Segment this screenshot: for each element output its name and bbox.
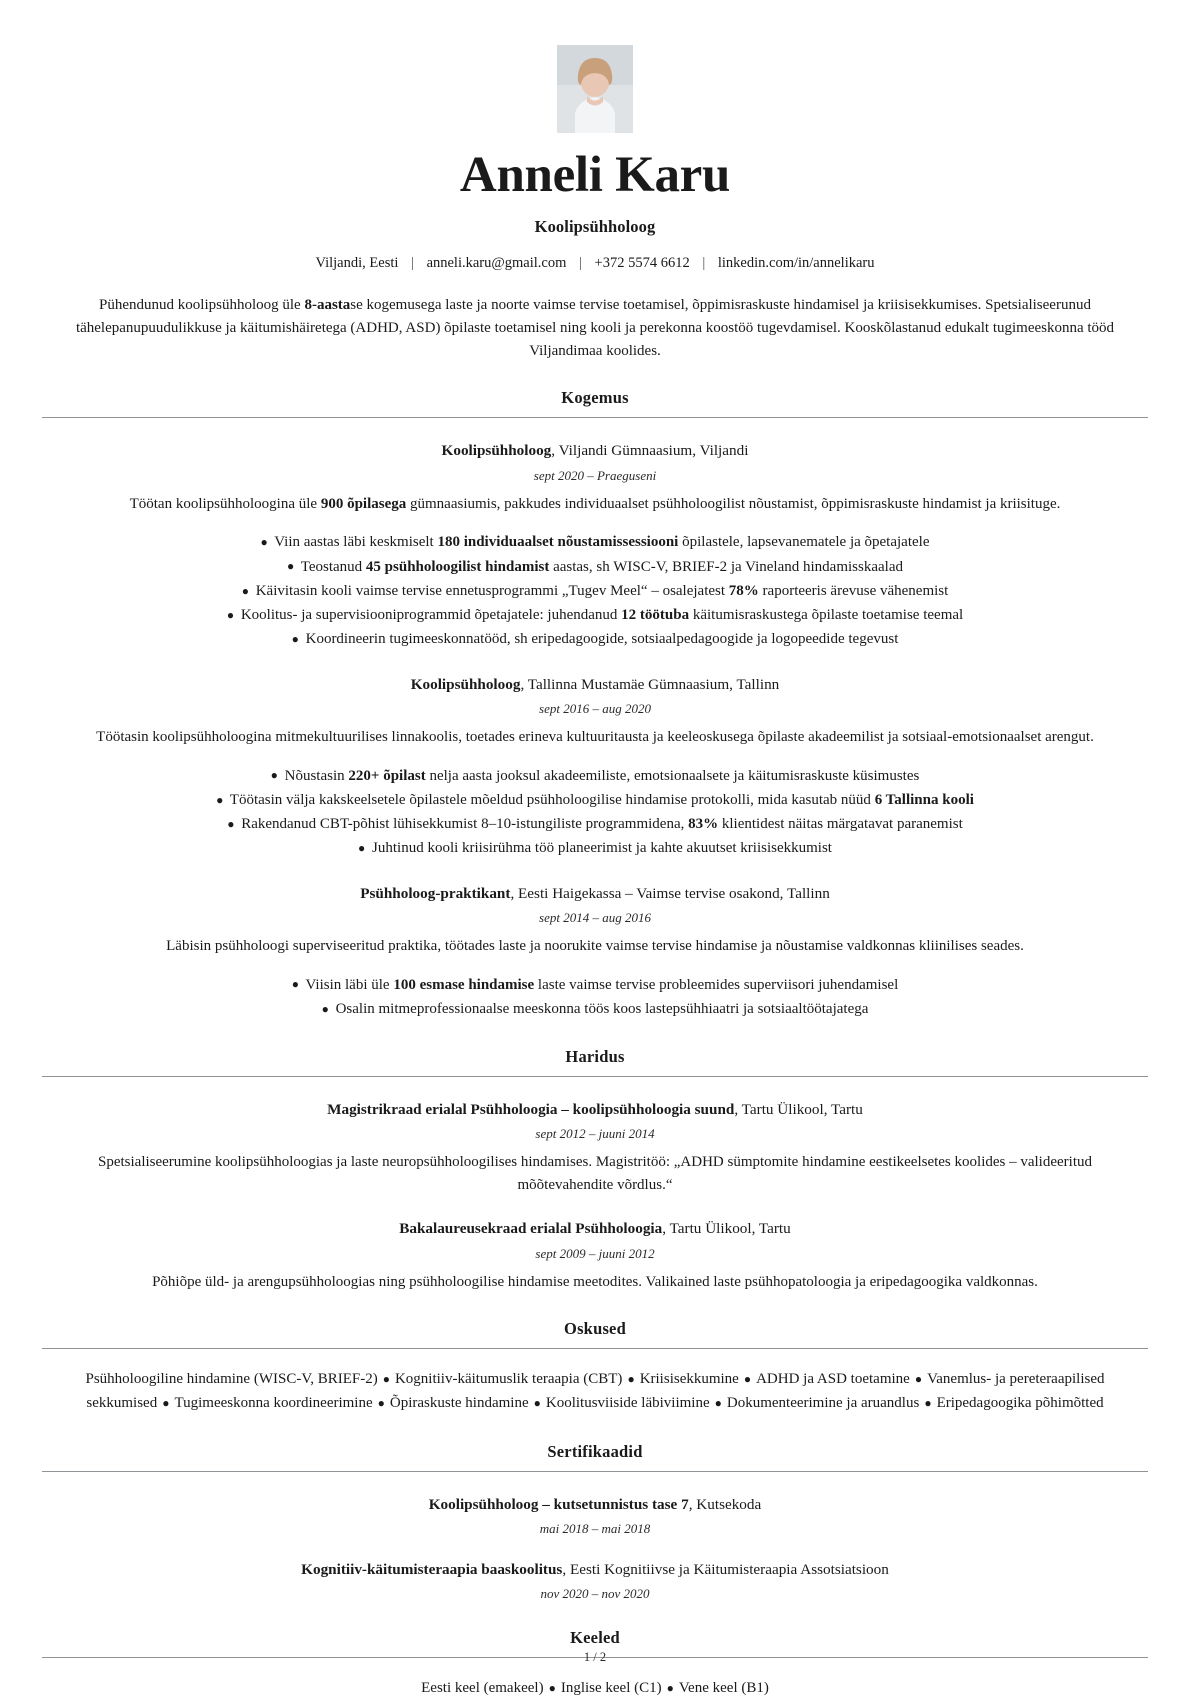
- list-item: ● Koordineerin tugimeeskonnatööd, sh eripedagoogide, sotsiaalpedagoogide ja logopeedide tegevust: [291, 631, 899, 648]
- entry: [42, 674, 1148, 861]
- contact-separator: |: [578, 255, 582, 272]
- list-item: ● Osalin mitmeprofessionaalse meeskonna töös koos lastepsühhiaatri ja sotsiaaltöötajatega: [321, 1000, 869, 1017]
- list-item: Õpiraskuste hindamine: [389, 1395, 529, 1412]
- skills-list: [60, 1367, 1130, 1416]
- list-item: Vene keel (B1): [678, 1680, 769, 1697]
- list-item: ● Rakendanud CBT-põhist lühisekkumist 8–10-istungiliste programmidena, 83% klientidest näitas märgatavat paranemist: [227, 816, 963, 833]
- entry-organization: , Eesti Haigekassa – Vaimse tervise osakond, Tallinn: [510, 884, 830, 902]
- list-item: Vanemlus- ja pereteraapilised sekkumised: [86, 1371, 1105, 1412]
- entry-description: Spetsialiseerumine koolipsühholoogias ja laste neuropsühholoogilises hindamises. Magistritöö: „ADHD sümptomite hindamine eestikeelsetes koolides – valideeritud mõõtevahendite võrdlus.“: [97, 1154, 1092, 1193]
- entry-dates: sept 2020 – Praeguseni: [533, 467, 657, 483]
- bullet-separator: ●: [714, 1396, 722, 1411]
- entry-bullets: [60, 973, 1130, 1022]
- bullet-icon: ●: [270, 768, 278, 783]
- entry-heading: [42, 883, 1148, 904]
- entry-description: Töötasin koolipsühholoogina mitmekultuurilises linnakoolis, toetades erineva kultuuritausta ja keeleoskusega õpilaste akadeemilist ja sotsiaal-emotsionaalset arengut.: [96, 729, 1094, 746]
- list-item: ● Töötasin välja kakskeelsetele õpilastele mõeldud psühholoogilise hindamise protokolli, mida kasutab nüüd 6 Tallinna kooli: [216, 791, 974, 808]
- section-divider: [42, 1076, 1148, 1077]
- section-certificates: [42, 1442, 1148, 1603]
- section-title-certificates: Sertifikaadid: [547, 1441, 643, 1461]
- bullet-icon: ●: [260, 535, 268, 550]
- entry-dates: sept 2012 – juuni 2014: [535, 1126, 655, 1142]
- bullet-separator: ●: [382, 1372, 390, 1386]
- section-divider: [42, 1348, 1148, 1349]
- list-item: ● Juhtinud kooli kriisirühma töö planeerimist ja kahte akuutset kriisisekkumist: [358, 840, 832, 857]
- bullet-icon: ●: [226, 608, 235, 622]
- bullet-icon: ●: [291, 632, 299, 647]
- entry-role: Koolipsühholoog: [441, 442, 552, 460]
- entry-organization: , Tallinna Mustamäe Gümnaasium, Tallinn: [520, 675, 780, 693]
- list-item: Dokumenteerimine ja aruandlus: [726, 1395, 920, 1412]
- entry-organization: , Tartu Ülikool, Tartu: [662, 1220, 791, 1238]
- list-item: ● Nõustasin 220+ õpilast nelja aasta jooksul akadeemiliste, emotsionaalsete ja käitumisraskuste küsimustes: [270, 767, 920, 784]
- entry: [42, 1559, 1148, 1602]
- contact-email[interactable]: anneli.karu@gmail.com: [426, 255, 567, 272]
- entry-role: Kognitiiv-käitumisteraapia baaskoolitus: [301, 1561, 563, 1579]
- entry: [42, 1218, 1148, 1293]
- section-experience: [42, 388, 1148, 1021]
- page-title: Anneli Karu: [459, 147, 731, 203]
- entry-organization: , Kutsekoda: [688, 1495, 762, 1513]
- section-skills: [42, 1319, 1148, 1416]
- entry-organization: , Tartu Ülikool, Tartu: [734, 1101, 863, 1119]
- entry-description: Põhiõpe üld- ja arengupsühholoogias ning psühholoogilise hindamise meetodites. Valikained laste psühhopatoloogia ja eripedagoogika valdkonnas.: [152, 1273, 1038, 1290]
- list-item: ● Viin aastas läbi keskmiselt 180 individuaalset nõustamissessiooni õpilastele, lapsevanematele ja õpetajatele: [260, 534, 930, 551]
- entry-bullets: [60, 530, 1130, 651]
- section-divider: [42, 1471, 1148, 1472]
- entry: [42, 1099, 1148, 1196]
- entry-role: Magistrikraad erialal Psühholoogia – koolipsühholoogia suund: [327, 1101, 735, 1119]
- bullet-separator: ●: [377, 1396, 385, 1411]
- entry-description: Läbisin psühholoogi superviseeritud praktika, töötades laste ja noorukite vaimse tervise hindamise ja nõustamise valdkonnas kliinilises seades.: [166, 938, 1024, 954]
- bullet-separator: ●: [914, 1372, 923, 1386]
- entry-organization: , Eesti Kognitiivse ja Käitumisteraapia Assotsiatsioon: [562, 1561, 889, 1579]
- list-item: ● Käivitasin kooli vaimse tervise ennetusprogrammi „Tugev Meel“ – osalejatest 78% raporteeris ärevuse vähenemist: [241, 582, 949, 599]
- entry-dates: nov 2020 – nov 2020: [540, 1586, 650, 1602]
- contact-line: [42, 255, 1148, 272]
- section-title-education: Haridus: [565, 1047, 625, 1067]
- entry-dates: sept 2009 – juuni 2012: [535, 1245, 655, 1261]
- entry-role: Psühholoog-praktikant: [360, 884, 511, 902]
- education-entries: [42, 1099, 1148, 1293]
- list-item: Kognitiiv-käitumuslik teraapia (CBT): [394, 1371, 623, 1388]
- section-title-languages: Keeled: [570, 1628, 620, 1648]
- job-title: Koolipsühholoog: [534, 217, 656, 237]
- bullet-separator: ●: [162, 1396, 170, 1411]
- list-item: Eripedagoogika põhimõtted: [936, 1395, 1104, 1412]
- profile-photo-container: [42, 45, 1148, 133]
- list-item: ● Koolitus- ja supervisiooniprogrammid õpetajatele: juhendanud 12 töötuba käitumisraskustega õpilaste toetamise teemal: [226, 607, 964, 624]
- bullet-separator: ●: [548, 1681, 556, 1696]
- entry: [42, 883, 1148, 1021]
- entry-bullets: [60, 764, 1130, 861]
- bullet-separator: ●: [627, 1372, 635, 1386]
- entry-heading: [42, 1099, 1148, 1120]
- list-item: ADHD ja ASD toetamine: [756, 1371, 910, 1388]
- entry-role: Koolipsühholoog – kutsetunnistus tase 7: [428, 1495, 689, 1513]
- contact-location: Viljandi, Eesti: [315, 255, 399, 272]
- entry-heading: [42, 1218, 1148, 1239]
- bullet-icon: ●: [241, 583, 249, 598]
- profile-photo: [557, 45, 633, 133]
- entry-dates: mai 2018 – mai 2018: [539, 1521, 651, 1537]
- entry-organization: , Viljandi Gümnaasium, Viljandi: [551, 442, 749, 460]
- bullet-icon: ●: [321, 1001, 329, 1016]
- bullet-icon: ●: [227, 816, 235, 831]
- list-item: Inglise keel (C1): [560, 1680, 662, 1697]
- section-title-skills: Oskused: [564, 1319, 626, 1339]
- section-title-experience: Kogemus: [561, 388, 629, 408]
- bullet-separator: ●: [743, 1372, 752, 1386]
- bullet-separator: ●: [666, 1681, 674, 1696]
- entry-role: Bakalaureusekraad erialal Psühholoogia: [399, 1220, 663, 1238]
- entry-heading: [42, 440, 1148, 461]
- list-item: Psühholoogiline hindamine (WISC-V, BRIEF-2): [85, 1371, 378, 1388]
- page-indicator: 1 / 2: [583, 1649, 607, 1664]
- languages-list: [60, 1676, 1130, 1700]
- list-item: Eesti keel (emakeel): [421, 1680, 544, 1697]
- list-item: ● Teostanud 45 psühholoogilist hindamist aastas, sh WISC-V, BRIEF-2 ja Vineland hindamisskaalad: [287, 558, 903, 575]
- section-education: [42, 1047, 1148, 1293]
- bullet-icon: ●: [216, 792, 224, 807]
- section-divider: [42, 417, 1148, 418]
- experience-entries: [42, 440, 1148, 1021]
- entry-heading: [42, 1559, 1148, 1580]
- list-item: Tugimeeskonna koordineerimine: [174, 1395, 373, 1412]
- list-item: ● Viisin läbi üle 100 esmase hindamise laste vaimse tervise probleemides superviisori juhendamisel: [291, 976, 899, 993]
- entry: [42, 1494, 1148, 1537]
- contact-separator: |: [702, 255, 706, 272]
- contact-linkedin[interactable]: linkedin.com/in/annelikaru: [717, 255, 875, 272]
- bullet-separator: ●: [533, 1396, 541, 1411]
- bullet-separator: ●: [924, 1396, 932, 1411]
- entry-role: Koolipsühholoog: [410, 675, 521, 693]
- entry-heading: [42, 674, 1148, 695]
- list-item: Kriisisekkumine: [639, 1371, 739, 1388]
- list-item: Koolitusviiside läbiviimine: [545, 1395, 710, 1412]
- contact-separator: |: [411, 255, 414, 272]
- entry-description: Töötan koolipsühholoogina üle 900 õpilasega gümnaasiumis, pakkudes individuaalset psühholoogilist nõustamist, õppimisraskuste hindamist ja kriisituge.: [129, 495, 1061, 512]
- entry-dates: sept 2014 – aug 2016: [539, 910, 651, 925]
- entry-dates: sept 2016 – aug 2020: [539, 701, 651, 717]
- bullet-icon: ●: [287, 559, 295, 574]
- bullet-icon: ●: [291, 977, 299, 992]
- entry: [42, 440, 1148, 651]
- certificate-entries: [42, 1494, 1148, 1603]
- summary-text: Pühendunud koolipsühholoog üle 8-aastase kogemusega laste ja noorte vaimse tervise toetamisel, õppimisraskuste hindamisel ja kriisisekkumises. Spetsialiseerunud tähelepanupuudulikkuse ja käitumishäiretega (ADHD, ASD) õpilaste toetamisel ning kooli ja perekonna koostöö tugevdamisel. Kooskõlastanud edukalt tugimeeskonna tööd Viljandimaa koolides.: [75, 297, 1115, 359]
- bullet-icon: ●: [358, 841, 366, 856]
- contact-phone[interactable]: +372 5574 6612: [594, 255, 690, 272]
- entry-heading: [42, 1494, 1148, 1515]
